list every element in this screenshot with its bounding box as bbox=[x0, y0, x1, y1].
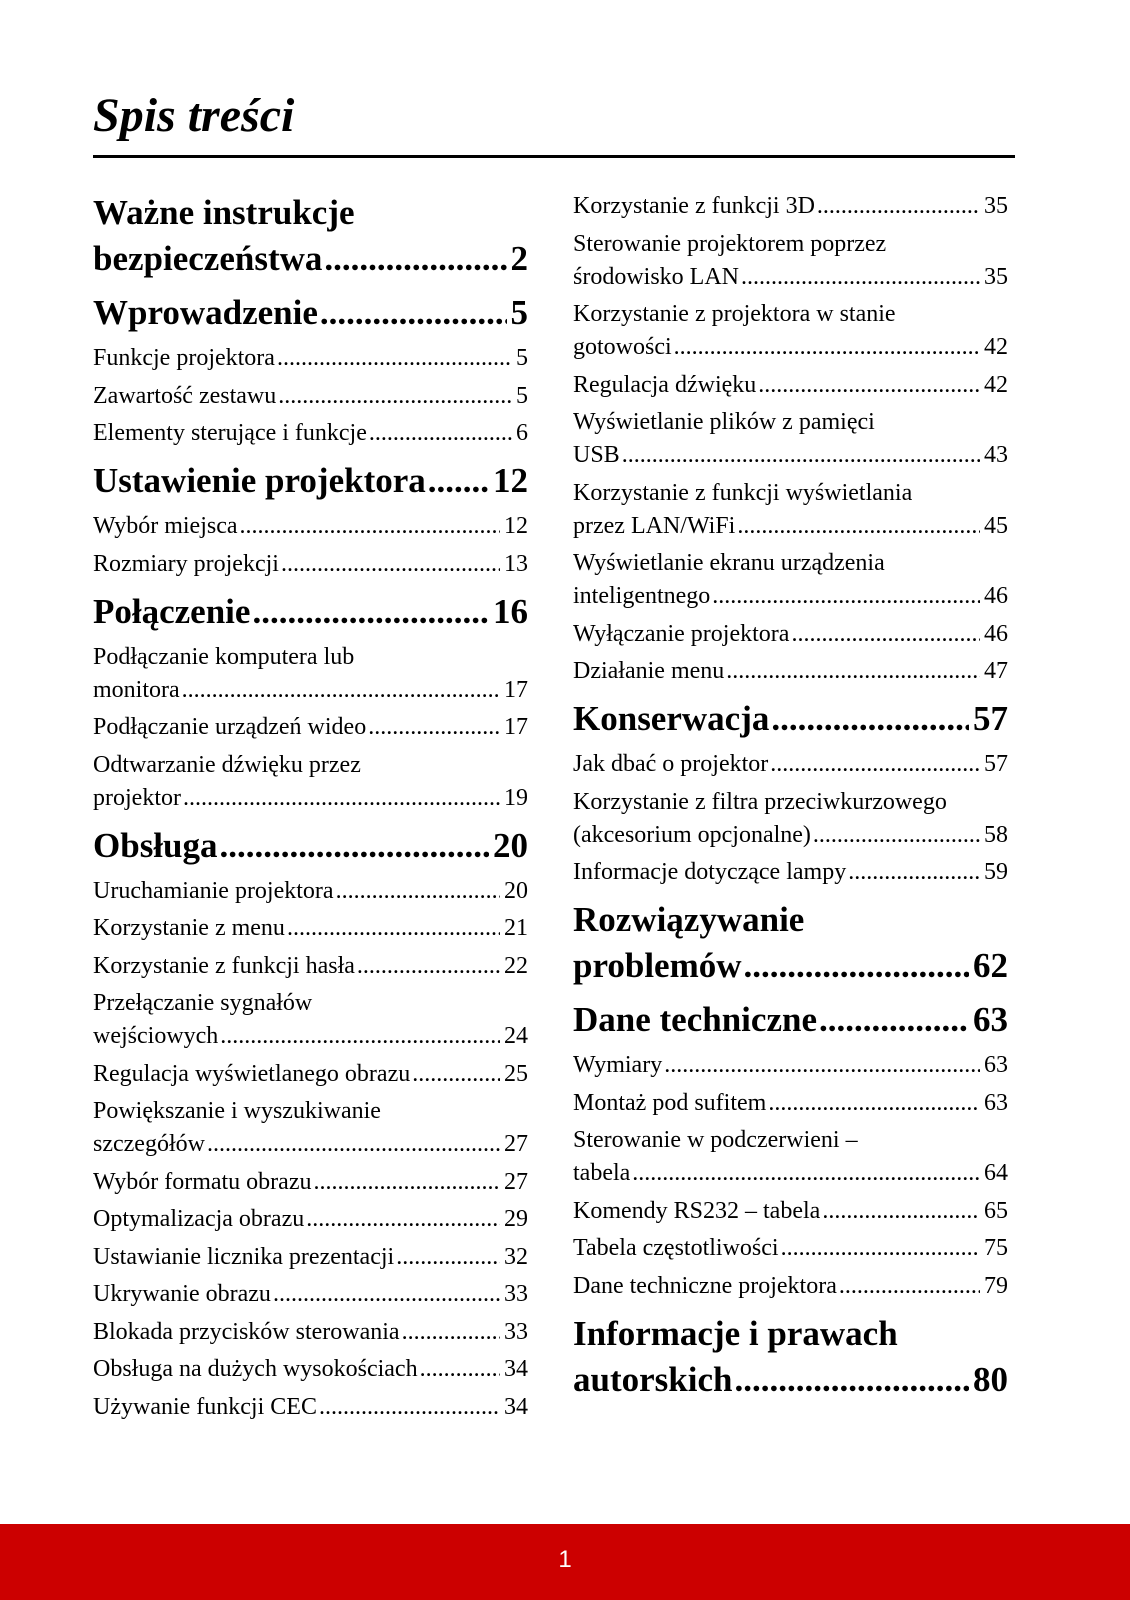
toc-entry-label: Wprowadzenie bbox=[93, 293, 318, 332]
toc-page-number: 64 bbox=[984, 1160, 1008, 1186]
toc-page-number: 16 bbox=[493, 591, 528, 631]
dot-leader bbox=[287, 912, 500, 945]
dot-leader bbox=[744, 943, 969, 989]
dot-leader bbox=[357, 950, 500, 983]
toc-page-number: 27 bbox=[504, 1168, 528, 1195]
toc-entry-label: bezpieczeństwa bbox=[93, 239, 323, 278]
dot-leader bbox=[281, 548, 500, 581]
toc-page-number: 34 bbox=[504, 1356, 528, 1382]
dot-leader bbox=[791, 618, 980, 651]
toc-entry[interactable] bbox=[93, 1095, 528, 1161]
toc-page-number: 17 bbox=[504, 714, 528, 740]
dot-leader bbox=[273, 1278, 500, 1311]
toc-page-number: 25 bbox=[504, 1060, 528, 1087]
toc-entry-label: Zawartość zestawu bbox=[93, 382, 277, 409]
footer-bar bbox=[0, 1524, 1130, 1600]
dot-leader bbox=[664, 1049, 980, 1082]
dot-leader bbox=[817, 190, 980, 223]
toc-page-number: 57 bbox=[984, 751, 1008, 777]
toc-entry-label: tabela bbox=[573, 1160, 631, 1186]
dot-leader bbox=[183, 782, 500, 815]
toc-entry-label: Rozmiary projekcji bbox=[93, 550, 279, 577]
toc-entry[interactable] bbox=[93, 510, 528, 543]
toc-entry-label: środowisko LAN bbox=[573, 263, 739, 290]
toc-entry[interactable] bbox=[573, 190, 1008, 223]
toc-entry[interactable] bbox=[93, 1241, 528, 1274]
toc-entry[interactable] bbox=[573, 298, 1008, 364]
toc-page-number: 58 bbox=[984, 821, 1008, 848]
dot-leader bbox=[412, 1058, 500, 1091]
dot-leader bbox=[277, 342, 512, 375]
toc-entry-label: Optymalizacja obrazu bbox=[93, 1206, 305, 1232]
dot-leader bbox=[771, 696, 969, 742]
toc-page-number: 17 bbox=[504, 676, 528, 703]
toc-page-number: 21 bbox=[504, 915, 528, 941]
toc-entry[interactable] bbox=[93, 1203, 528, 1236]
toc-section-heading[interactable] bbox=[573, 1311, 1008, 1403]
toc-page-number: 42 bbox=[984, 371, 1008, 398]
toc-entry-label: Ustawianie licznika prezentacji bbox=[93, 1243, 395, 1270]
toc-entry[interactable] bbox=[93, 1278, 528, 1311]
dot-leader bbox=[278, 380, 512, 413]
toc-entry-label: Wybór formatu obrazu bbox=[93, 1168, 312, 1195]
toc-page-number: 6 bbox=[516, 420, 528, 446]
toc-entry-label: Korzystanie z menu bbox=[93, 915, 285, 941]
toc-entry-label: Regulacja dźwięku bbox=[573, 371, 757, 398]
dot-leader bbox=[420, 1353, 500, 1386]
toc-page-number: 46 bbox=[984, 583, 1008, 609]
toc-page-number: 63 bbox=[984, 1089, 1008, 1116]
dot-leader bbox=[737, 510, 980, 543]
toc-page-number: 29 bbox=[504, 1206, 528, 1232]
toc-page-number: 20 bbox=[504, 877, 528, 904]
toc-entry-label: Konserwacja bbox=[573, 699, 770, 738]
dot-leader bbox=[396, 1241, 500, 1274]
dot-leader bbox=[768, 1087, 980, 1120]
toc-page-number: 24 bbox=[504, 1023, 528, 1049]
toc-section-heading[interactable] bbox=[93, 458, 528, 504]
toc-left-column bbox=[93, 190, 528, 1428]
dot-leader bbox=[313, 1166, 500, 1199]
toc-entry[interactable] bbox=[93, 749, 528, 815]
toc-page-number: 2 bbox=[510, 239, 528, 278]
dot-leader bbox=[220, 823, 490, 869]
toc-entry-label: Połączenie bbox=[93, 591, 251, 631]
toc-entry-label: inteligentnego bbox=[573, 583, 711, 609]
toc-page-number: 63 bbox=[984, 1052, 1008, 1078]
dot-leader bbox=[320, 290, 507, 336]
toc-entry-label: Funkcje projektora bbox=[93, 345, 275, 371]
toc-entry[interactable] bbox=[573, 1195, 1008, 1228]
toc-page-number: 46 bbox=[984, 620, 1008, 647]
toc-page-number: 47 bbox=[984, 658, 1008, 684]
dot-leader bbox=[734, 1357, 969, 1403]
toc-entry-label-line: Informacje i prawach bbox=[573, 1313, 898, 1353]
toc-entry[interactable] bbox=[93, 1391, 528, 1424]
toc-entry-label: szczegółów bbox=[93, 1131, 205, 1157]
toc-entry[interactable] bbox=[573, 1232, 1008, 1265]
toc-section-heading[interactable] bbox=[93, 823, 528, 869]
toc-entry-label: Korzystanie z funkcji hasła bbox=[93, 952, 355, 979]
toc-entry[interactable] bbox=[573, 369, 1008, 402]
dot-leader bbox=[839, 1270, 980, 1303]
toc-page-number: 63 bbox=[973, 1000, 1008, 1039]
toc-entry-label: Wyłączanie projektora bbox=[573, 620, 790, 647]
toc-entry-label: Informacje dotyczące lampy bbox=[573, 859, 847, 885]
dot-leader bbox=[819, 997, 969, 1043]
dot-leader bbox=[674, 331, 980, 364]
toc-page-number: 5 bbox=[510, 293, 528, 332]
toc-entry[interactable] bbox=[93, 950, 528, 983]
dot-leader bbox=[402, 1316, 500, 1349]
toc-entry-label-line: Korzystanie z filtra przeciwkurzowego bbox=[573, 788, 947, 815]
toc-section-heading[interactable] bbox=[573, 696, 1008, 742]
toc-entry-label: USB bbox=[573, 442, 620, 468]
dot-leader bbox=[306, 1203, 500, 1236]
toc-entry[interactable] bbox=[93, 987, 528, 1053]
toc-entry-label: autorskich bbox=[573, 1359, 733, 1399]
toc-entry[interactable] bbox=[93, 1353, 528, 1386]
toc-entry-label: projektor bbox=[93, 784, 181, 811]
toc-page-number: 42 bbox=[984, 334, 1008, 360]
toc-page-number: 33 bbox=[504, 1318, 528, 1345]
toc-page-number: 35 bbox=[984, 193, 1008, 219]
toc-entry[interactable] bbox=[573, 1124, 1008, 1190]
toc-entry[interactable] bbox=[93, 1166, 528, 1199]
dot-leader bbox=[336, 875, 500, 908]
toc-entry-label: Podłączanie urządzeń wideo bbox=[93, 714, 367, 740]
toc-entry-label-line: Powiększanie i wyszukiwanie bbox=[93, 1098, 381, 1124]
toc-page-number: 12 bbox=[504, 513, 528, 539]
toc-entry[interactable] bbox=[93, 875, 528, 908]
toc-entry-label: Blokada przycisków sterowania bbox=[93, 1318, 400, 1345]
toc-entry[interactable] bbox=[573, 856, 1008, 889]
toc-page-number: 19 bbox=[504, 784, 528, 811]
toc-entry-label-line: Korzystanie z projektora w stanie bbox=[573, 301, 896, 327]
toc-entry-label-line: Ważne instrukcje bbox=[93, 193, 355, 232]
toc-entry-label: Montaż pod sufitem bbox=[573, 1089, 767, 1116]
toc-entry-label: Obsługa na dużych wysokościach bbox=[93, 1356, 418, 1382]
toc-page-number: 5 bbox=[516, 345, 528, 371]
dot-leader bbox=[781, 1232, 980, 1265]
toc-entry-label: Uruchamianie projektora bbox=[93, 877, 334, 904]
toc-entry-label-line: Przełączanie sygnałów bbox=[93, 990, 313, 1016]
dot-leader bbox=[182, 674, 500, 707]
toc-entry-label: Wybór miejsca bbox=[93, 513, 238, 539]
toc-right-column bbox=[573, 190, 1008, 1409]
toc-section-heading[interactable] bbox=[93, 589, 528, 635]
dot-leader bbox=[220, 1020, 500, 1053]
toc-entry-label-line: Wyświetlanie plików z pamięci bbox=[573, 409, 875, 435]
toc-entry-label: Elementy sterujące i funkcje bbox=[93, 420, 367, 446]
toc-entry[interactable] bbox=[573, 228, 1008, 294]
dot-leader bbox=[632, 1157, 980, 1190]
toc-entry-label: Wymiary bbox=[573, 1052, 663, 1078]
toc-page-number: 59 bbox=[984, 859, 1008, 885]
toc-entry-label-line: Odtwarzanie dźwięku przez bbox=[93, 751, 361, 778]
toc-page-number: 65 bbox=[984, 1197, 1008, 1224]
toc-page-number: 32 bbox=[504, 1243, 528, 1270]
dot-leader bbox=[758, 369, 980, 402]
dot-leader bbox=[726, 655, 980, 688]
toc-entry-label: Komendy RS232 – tabela bbox=[573, 1197, 821, 1224]
toc-entry-label: Tabela częstotliwości bbox=[573, 1235, 779, 1261]
toc-entry-label-line: Wyświetlanie ekranu urządzenia bbox=[573, 550, 885, 576]
toc-entry[interactable] bbox=[93, 417, 528, 450]
toc-entry[interactable] bbox=[93, 1058, 528, 1091]
toc-entry[interactable] bbox=[93, 912, 528, 945]
dot-leader bbox=[822, 1195, 980, 1228]
toc-entry-label: Ustawienie projektora bbox=[93, 461, 426, 500]
title-underline bbox=[93, 155, 1015, 158]
toc-section-heading[interactable] bbox=[93, 190, 528, 282]
toc-page-number: 43 bbox=[984, 442, 1008, 468]
toc-entry-label: Dane techniczne projektora bbox=[573, 1272, 837, 1299]
dot-leader bbox=[813, 819, 980, 852]
toc-entry[interactable] bbox=[93, 1316, 528, 1349]
toc-section-heading[interactable] bbox=[573, 997, 1008, 1043]
toc-entry-label: przez LAN/WiFi bbox=[573, 512, 736, 539]
dot-leader bbox=[848, 856, 980, 889]
dot-leader bbox=[252, 589, 489, 635]
dot-leader bbox=[368, 711, 500, 744]
toc-page-number: 62 bbox=[973, 946, 1008, 985]
toc-page-number: 35 bbox=[984, 263, 1008, 290]
toc-entry-label: problemów bbox=[573, 946, 742, 985]
toc-entry-label: wejściowych bbox=[93, 1023, 219, 1049]
toc-entry-label: Korzystanie z funkcji 3D bbox=[573, 193, 815, 219]
toc-page-number: 34 bbox=[504, 1393, 528, 1420]
page-title: Spis treści bbox=[93, 89, 295, 142]
toc-entry[interactable] bbox=[573, 406, 1008, 472]
toc-entry[interactable] bbox=[93, 548, 528, 581]
toc-entry-label: Jak dbać o projektor bbox=[573, 751, 769, 777]
toc-entry[interactable] bbox=[573, 748, 1008, 781]
dot-leader bbox=[207, 1128, 500, 1161]
toc-page-number: 13 bbox=[504, 550, 528, 577]
toc-page-number: 12 bbox=[493, 461, 528, 500]
toc-entry[interactable] bbox=[573, 547, 1008, 613]
toc-entry[interactable] bbox=[573, 655, 1008, 688]
toc-entry-label: Dane techniczne bbox=[573, 1000, 817, 1039]
toc-page-number: 57 bbox=[973, 699, 1008, 738]
toc-page-number: 79 bbox=[984, 1272, 1008, 1299]
dot-leader bbox=[324, 236, 506, 282]
toc-entry[interactable] bbox=[93, 711, 528, 744]
toc-entry[interactable] bbox=[573, 477, 1008, 543]
toc-page-number: 33 bbox=[504, 1281, 528, 1307]
toc-entry-label-line: Rozwiązywanie bbox=[573, 900, 805, 939]
toc-page-number: 27 bbox=[504, 1131, 528, 1157]
dot-leader bbox=[428, 458, 489, 504]
toc-page-number: 75 bbox=[984, 1235, 1008, 1261]
dot-leader bbox=[319, 1391, 500, 1424]
toc-page-number: 5 bbox=[516, 382, 528, 409]
toc-entry-label-line: Sterowanie w podczerwieni – bbox=[573, 1127, 858, 1153]
toc-entry-label: Używanie funkcji CEC bbox=[93, 1393, 317, 1420]
toc-entry[interactable] bbox=[93, 342, 528, 375]
toc-entry[interactable] bbox=[573, 1049, 1008, 1082]
dot-leader bbox=[240, 510, 500, 543]
toc-entry[interactable] bbox=[93, 380, 528, 413]
toc-page-number: 80 bbox=[973, 1359, 1008, 1399]
dot-leader bbox=[712, 580, 980, 613]
toc-section-heading[interactable] bbox=[93, 290, 528, 336]
toc-entry-label-line: Sterowanie projektorem poprzez bbox=[573, 230, 887, 257]
toc-entry-label: Obsługa bbox=[93, 825, 218, 865]
toc-entry-label: (akcesorium opcjonalne) bbox=[573, 821, 811, 848]
toc-entry-label: Regulacja wyświetlanego obrazu bbox=[93, 1060, 411, 1087]
toc-entry-label: gotowości bbox=[573, 334, 672, 360]
toc-entry-label-line: Podłączanie komputera lub bbox=[93, 643, 355, 670]
toc-section-heading[interactable] bbox=[573, 897, 1008, 989]
dot-leader bbox=[770, 748, 980, 781]
dot-leader bbox=[369, 417, 512, 450]
toc-page-number: 22 bbox=[504, 952, 528, 979]
dot-leader bbox=[622, 439, 980, 472]
toc-entry-label: Ukrywanie obrazu bbox=[93, 1281, 271, 1307]
toc-entry[interactable] bbox=[573, 1270, 1008, 1303]
toc-entry[interactable] bbox=[93, 641, 528, 707]
dot-leader bbox=[741, 261, 980, 294]
toc-entry[interactable] bbox=[573, 786, 1008, 852]
toc-page-number: 45 bbox=[984, 512, 1008, 539]
toc-entry[interactable] bbox=[573, 1087, 1008, 1120]
toc-page-number: 20 bbox=[493, 825, 528, 865]
toc-entry-label: Działanie menu bbox=[573, 658, 725, 684]
toc-entry-label-line: Korzystanie z funkcji wyświetlania bbox=[573, 479, 913, 506]
toc-entry-label: monitora bbox=[93, 676, 180, 703]
toc-entry[interactable] bbox=[573, 618, 1008, 651]
page-number: 1 bbox=[558, 1546, 572, 1573]
